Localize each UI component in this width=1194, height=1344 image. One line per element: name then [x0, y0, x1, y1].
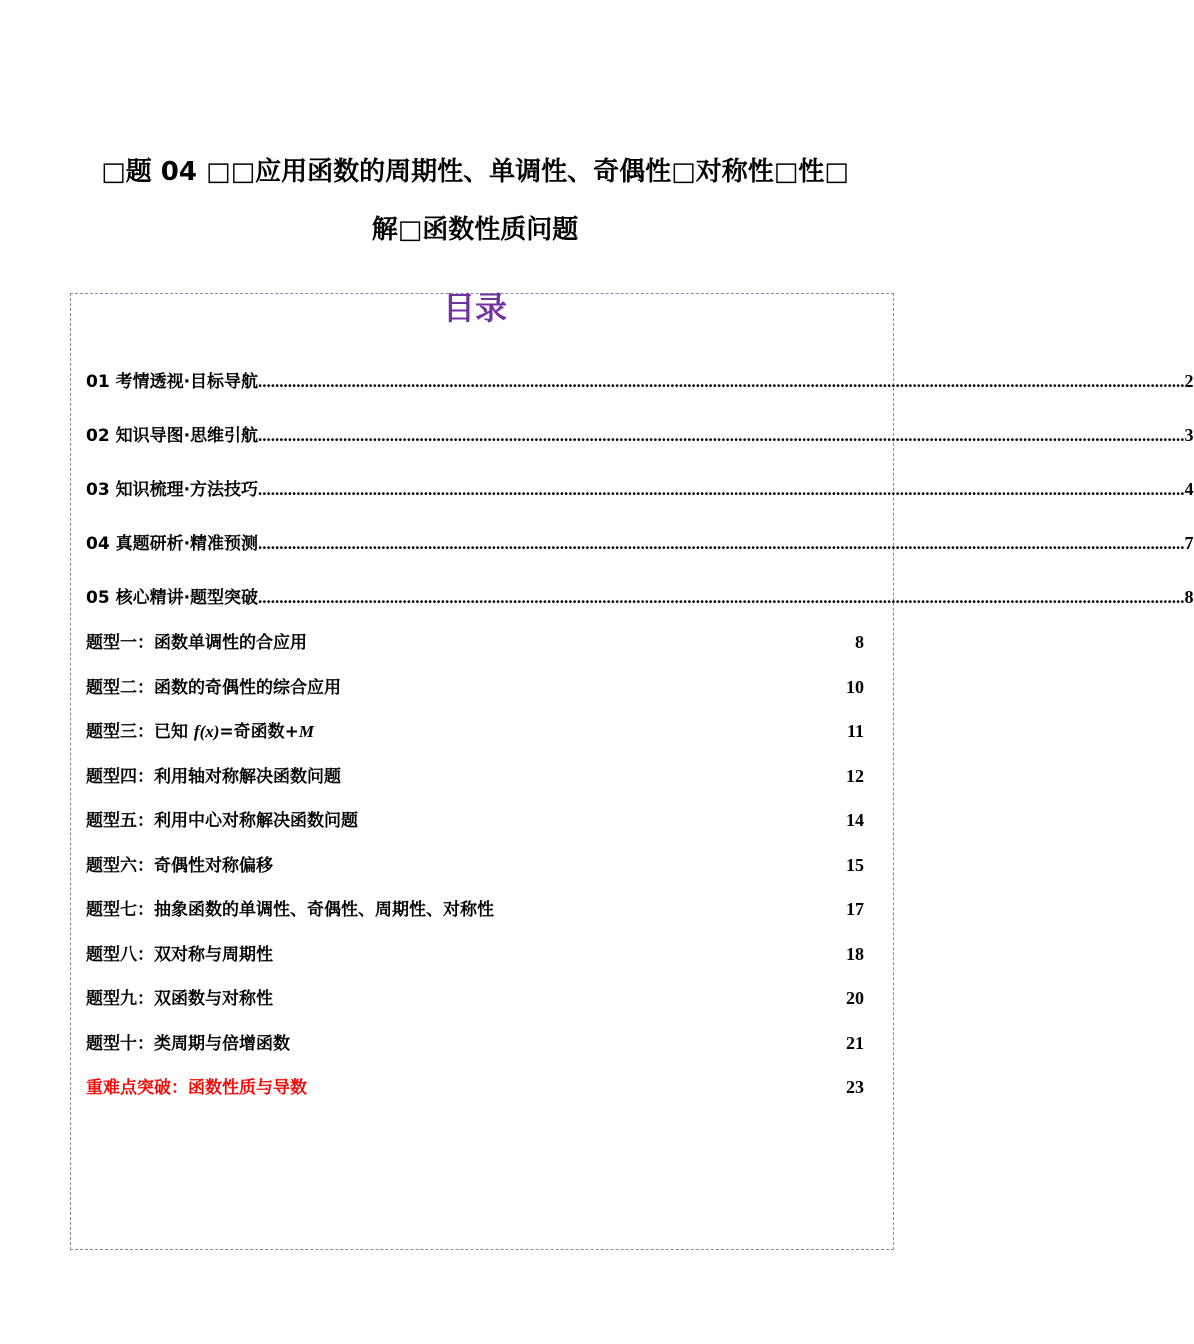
toc-entry-label: 题型六：奇偶性对称偏移: [86, 856, 273, 876]
toc-entry-type[interactable]: [86, 942, 864, 966]
toc-entry-label: 05 核心精讲·题型突破: [86, 588, 259, 608]
toc-entry-type[interactable]: [86, 630, 864, 654]
toc-entry-type[interactable]: [86, 808, 864, 832]
document-title-line-1: □题 04 □□应用函数的周期性、单调性、奇偶性□对称性□性□: [101, 157, 849, 187]
toc-page-number: 7: [1184, 533, 1194, 553]
toc-entry-label: 题型四：利用轴对称解决函数问题: [86, 767, 341, 787]
toc-page-number: 10: [846, 677, 864, 697]
toc-entry-highlight[interactable]: [86, 1075, 864, 1099]
toc-entry-label: [86, 720, 314, 744]
dot-leader: ..........................................................................................................................................................................................................................: [258, 534, 1185, 553]
toc-entry-label: 题型二：函数的奇偶性的综合应用: [86, 678, 341, 698]
toc-page-number: 17: [846, 899, 864, 919]
toc-entry-label: 02 知识导图·思维引航: [86, 426, 259, 446]
toc-entry-type[interactable]: [86, 986, 864, 1010]
dot-leader: ..........................................................................................................................................................................................................................: [258, 426, 1185, 445]
toc-entry-label: 题型十：类周期与倍增函数: [86, 1034, 290, 1054]
toc-label-mid: =奇函数+: [219, 722, 299, 742]
toc-heading: 目录: [442, 289, 507, 327]
toc-entry-section[interactable]: [86, 531, 1194, 555]
math-expression: f(x): [193, 722, 220, 741]
dot-leader: ..........................................................................................................................................................................................................................: [258, 480, 1185, 499]
dot-leader: ..........................................................................................................................................................................................................................: [258, 588, 1185, 607]
toc-page-number: 11: [846, 721, 864, 741]
toc-entry-type[interactable]: [86, 897, 864, 921]
toc-entry-section[interactable]: [86, 369, 1194, 393]
math-expression: M: [298, 722, 315, 741]
toc-entry-type[interactable]: [86, 764, 864, 788]
toc-entry-label: 题型七：抽象函数的单调性、奇偶性、周期性、对称性: [86, 900, 494, 920]
toc-page-number: 23: [846, 1077, 864, 1097]
toc-entry-type[interactable]: [86, 675, 864, 699]
toc-page-number: 21: [846, 1033, 864, 1053]
toc-entry-type[interactable]: [86, 719, 864, 743]
toc-page-number: 20: [846, 988, 864, 1008]
toc-page-number: 14: [846, 810, 864, 830]
toc-entry-label: 03 知识梳理·方法技巧: [86, 480, 259, 500]
toc-page-number: 2: [1184, 371, 1194, 391]
toc-entry-section[interactable]: [86, 585, 1194, 609]
toc-entry-label: 重难点突破：函数性质与导数: [86, 1078, 307, 1098]
toc-entry-label: 04 真题研析·精准预测: [86, 534, 259, 554]
toc-page-number: 3: [1184, 425, 1194, 445]
toc-entry-label: 题型五：利用中心对称解决函数问题: [86, 811, 358, 831]
toc-entry-section[interactable]: [86, 477, 1194, 501]
document-title-line-2: 解□函数性质问题: [371, 215, 579, 245]
toc-page-number: 15: [846, 855, 864, 875]
toc-page-number: 8: [855, 632, 864, 652]
toc-entry-label: 题型八：双对称与周期性: [86, 945, 273, 965]
toc-entry-section[interactable]: [86, 423, 1194, 447]
toc-entry-type[interactable]: [86, 1031, 864, 1055]
toc-page-number: 8: [1184, 587, 1194, 607]
toc-label-prefix: 题型三：已知: [86, 722, 194, 742]
dot-leader: ..........................................................................................................................................................................................................................: [258, 372, 1185, 391]
toc-page-number: 12: [846, 766, 864, 786]
toc-page-number: 18: [846, 944, 864, 964]
toc-entry-label: 题型一：函数单调性的合应用: [86, 633, 307, 653]
toc-entry-label: 题型九：双函数与对称性: [86, 989, 273, 1009]
toc-page-number: 4: [1184, 479, 1194, 499]
toc-entry-type[interactable]: [86, 853, 864, 877]
toc-entry-label: 01 考情透视·目标导航: [86, 372, 259, 392]
